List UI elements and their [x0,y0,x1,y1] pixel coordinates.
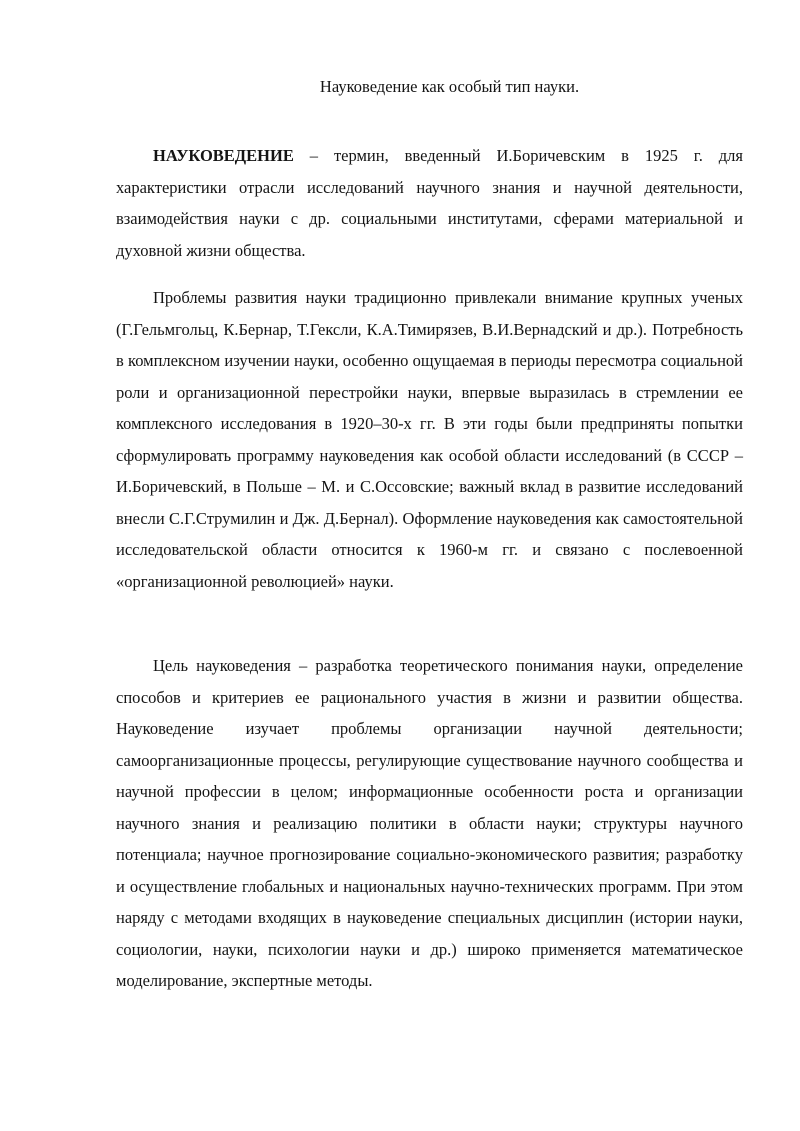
definition-text: – термин, введенный И.Боричевским в 1925 г. для характеристики отрасли исследований научного знания и научной деятельности, взаимодействия науки с др. социальными институтами, сферами материальной и духовной жизни общества. [116,146,743,260]
paragraph-history: Проблемы развития науки традиционно привлекали внимание крупных ученых (Г.Гельмгольц, К.Бернар, Т.Гексли, К.А.Тимирязев, В.И.Вернадский и др.). Потребность в комплексном изучении науки, особенно ощущаемая в периоды пересмотра социальной роли и организационной перестройки науки, впервые выразилась в стремлении ее комплексного исследования в 1920–30-х гг. В эти годы были предприняты попытки сформулировать программу науковедения как особой области исследований (в СССР – И.Боричевский, в Польше – М. и С.Оссовские; важный вклад в развитие исследований внесли С.Г.Струмилин и Дж. Д.Бернал). Оформление науковедения как самостоятельной исследовательской области относится к 1960-м гг. и связано с послевоенной «организационной революцией» науки. [116,288,743,591]
paragraph-definition [116,140,743,266]
term-heading: НАУКОВЕДЕНИЕ [153,146,294,165]
document-title: Науковедение как особый тип науки. [319,77,580,96]
paragraph-goals: Цель науковедения – разработка теоретического понимания науки, определение способов и критериев ее рационального участия в жизни и развитии общества. Науковедение изучает проблемы организации научной деятельности; самоорганизационные процессы, регулирующие существование научного сообщества и научной профессии в целом; информационные особенности роста и организации научного знания и реализацию политики в области науки; структуры научного потенциала; научное прогнозирование социально-экономического развития; разработку и осуществление глобальных и национальных научно-технических программ. При этом наряду с методами входящих в науковедение специальных дисциплин (истории науки, социологии, науки, психологии науки и др.) широко применяется математическое моделирование, экспертные методы. [116,656,743,990]
